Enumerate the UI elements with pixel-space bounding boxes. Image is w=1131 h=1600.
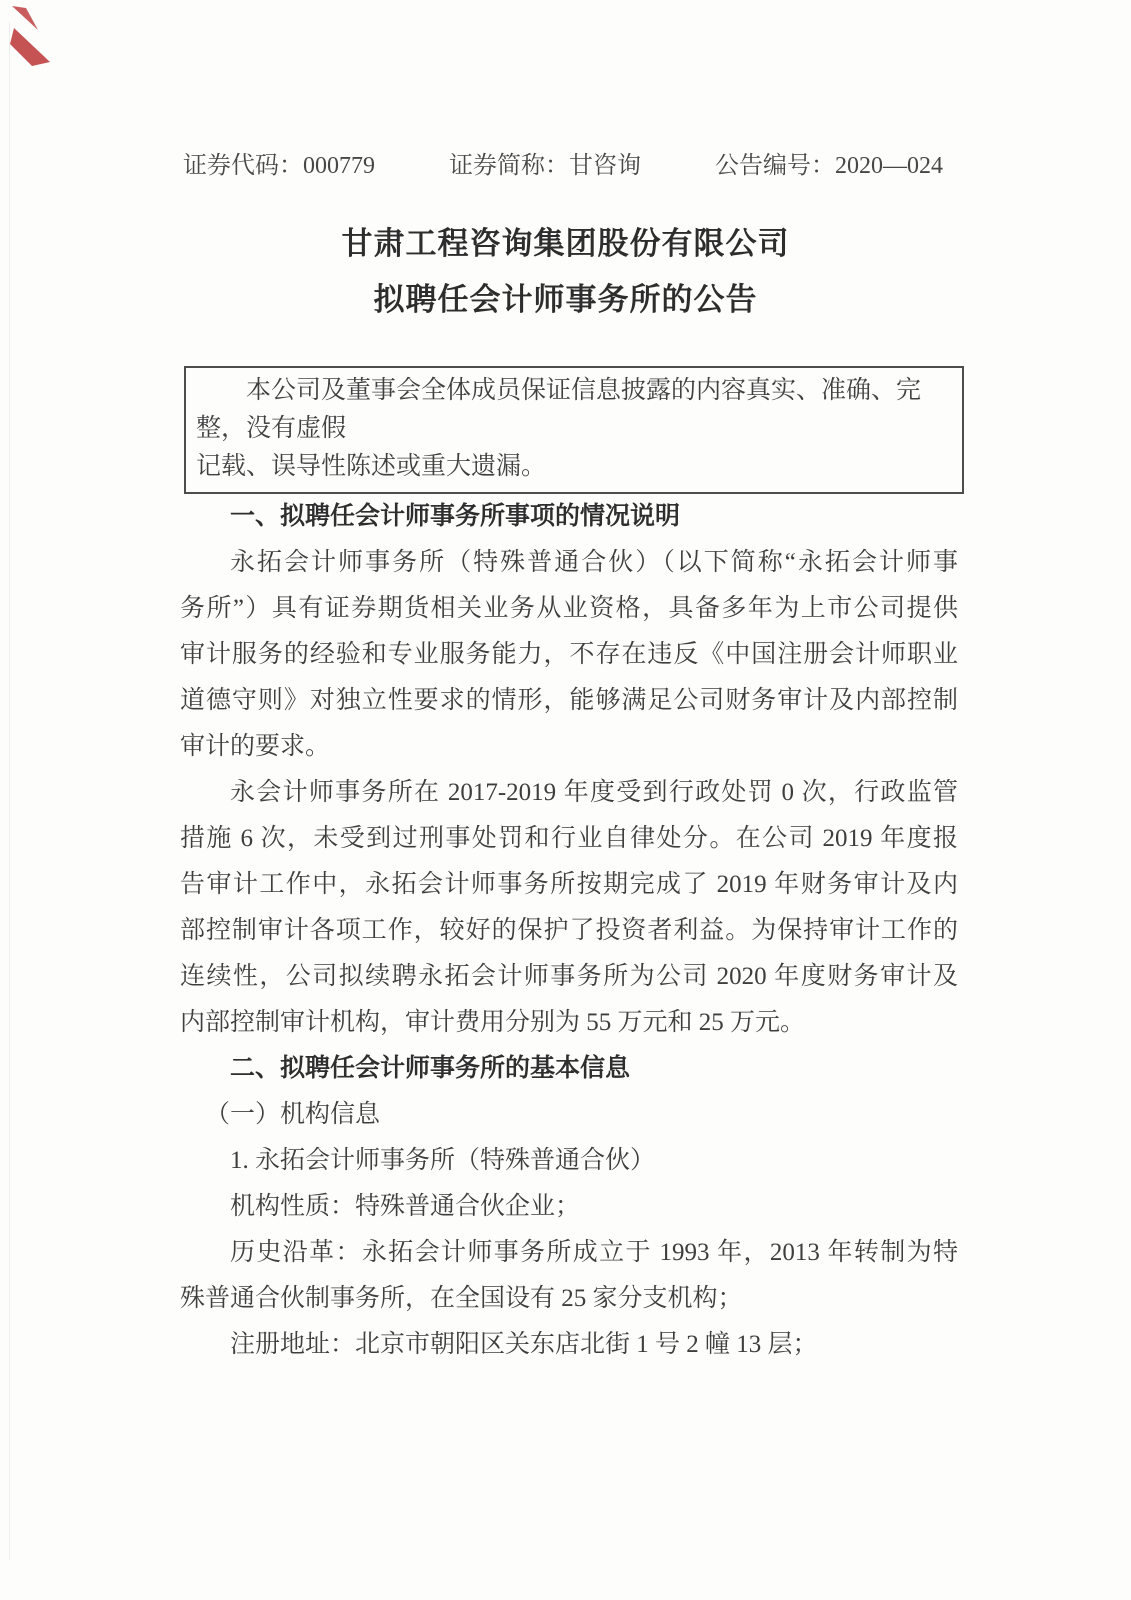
section2-subheading: （一）机构信息 bbox=[205, 1101, 381, 1128]
paragraph1-line: 审计服务的经验和专业服务能力，不存在违反《中国注册会计师职业 bbox=[180, 641, 958, 668]
firm-nature: 机构性质：特殊普通合伙企业； bbox=[230, 1193, 581, 1220]
stock-abbr: 证券简称：甘咨询 bbox=[449, 153, 641, 179]
disclaimer-box bbox=[184, 366, 964, 494]
stock-code: 证券代码：000779 bbox=[183, 153, 375, 179]
firm-history-line: 殊普通合伙制事务所，在全国设有 25 家分支机构； bbox=[180, 1285, 743, 1312]
document-header bbox=[183, 150, 943, 182]
paragraph2-line: 永会计师事务所在 2017-2019 年度受到行政处罚 0 次，行政监管 bbox=[230, 779, 958, 806]
paragraph1-line: 务所”）具有证券期货相关业务从业资格，具备多年为上市公司提供 bbox=[180, 595, 958, 622]
paragraph2-line: 内部控制审计机构，审计费用分别为 55 万元和 25 万元。 bbox=[180, 1009, 806, 1036]
paragraph2-line: 告审计工作中，永拓会计师事务所按期完成了 2019 年财务审计及内 bbox=[180, 871, 958, 898]
red-ink-mark-stroke bbox=[12, 6, 38, 30]
disclaimer-line: 本公司及董事会全体成员保证信息披露的内容真实、准确、完整，没有虚假 bbox=[196, 377, 922, 442]
section1-heading: 一、拟聘任会计师事务所事项的情况说明 bbox=[230, 503, 681, 530]
firm-item: 1. 永拓会计师事务所（特殊普通合伙） bbox=[230, 1147, 656, 1174]
paragraph2-line: 措施 6 次，未受到过刑事处罚和行业自律处分。在公司 2019 年度报 bbox=[180, 825, 958, 852]
announcement-title: 拟聘任会计师事务所的公告 bbox=[373, 282, 758, 317]
paragraph2-line: 连续性，公司拟续聘永拓会计师事务所为公司 2020 年度财务审计及 bbox=[180, 963, 958, 990]
red-ink-mark-blob bbox=[10, 28, 50, 66]
disclaimer-line: 记载、误导性陈述或重大遗漏。 bbox=[196, 453, 547, 480]
announcement-number: 公告编号：2020—024 bbox=[715, 153, 943, 179]
red-ink-mark-icon bbox=[2, 0, 74, 80]
company-name-title: 甘肃工程咨询集团股份有限公司 bbox=[341, 226, 790, 261]
paragraph2-line: 部控制审计各项工作，较好的保护了投资者利益。为保持审计工作的 bbox=[180, 917, 958, 944]
paragraph1-line: 审计的要求。 bbox=[180, 733, 331, 760]
section2-heading: 二、拟聘任会计师事务所的基本信息 bbox=[230, 1055, 631, 1082]
firm-history-line: 历史沿革：永拓会计师事务所成立于 1993 年，2013 年转制为特 bbox=[230, 1239, 958, 1266]
registered-address: 注册地址：北京市朝阳区关东店北街 1 号 2 幢 13 层； bbox=[230, 1331, 818, 1358]
paragraph1-line: 道德守则》对独立性要求的情形，能够满足公司财务审计及内部控制 bbox=[180, 687, 958, 714]
paragraph1-line: 永拓会计师事务所（特殊普通合伙）（以下简称“永拓会计师事 bbox=[230, 549, 958, 576]
document-body bbox=[180, 494, 958, 1368]
